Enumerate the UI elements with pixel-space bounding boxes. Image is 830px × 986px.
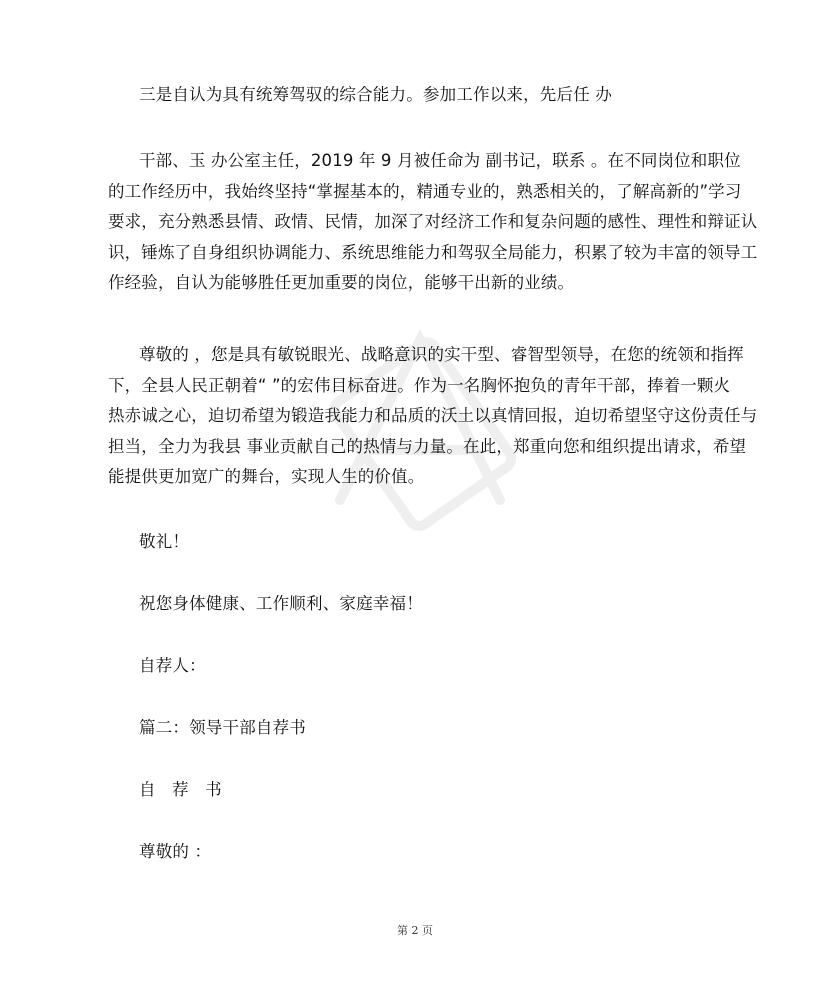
paragraph-2 [108,146,758,299]
greeting-text: 尊敬的 ： [139,842,212,861]
paragraph-2-line-2: 的工作经历中，我始终坚持“掌握基本的，精通专业的，熟悉相关的，了解高新的”学习 [108,181,742,201]
paragraph-3-line-1: 尊敬的 ，您是具有敏锐眼光、战略意识的实干型、睿智型领导，在您的统领和指挥 [139,345,744,364]
paragraph-3 [108,340,758,493]
salute-text: 敬礼！ [139,532,190,551]
section-title: 篇二：领导干部自荐书 [139,718,306,737]
paragraph-3-line-2: 下，全县人民正朝着“ ”的宏伟目标奋进。作为一名胸怀抱负的青年干部，捧着一颗火 [108,375,731,395]
wish-text: 祝您身体健康、工作顺利、家庭幸福！ [139,594,423,613]
paragraph-line-1: 三是自认为具有统筹驾驭的综合能力。参加工作以来，先后任 办 [139,85,613,104]
paragraph-3-line-3: 热赤诚之心，迫切希望为锻造我能力和品质的沃土以真情回报，迫切希望坚守这份责任与 [108,406,758,425]
paragraph-3-line-5: 能提供更加宽广的舞台，实现人生的价值。 [108,467,425,486]
paragraph-3-line-4: 担当，全力为我县 事业贡献自己的热情与力量。在此，郑重向您和组织提出请求，希望 [108,436,747,456]
paragraph-2-line-5: 作经验，自认为能够胜任更加重要的岗位，能够干出新的业绩。 [108,273,575,292]
paragraph-2-line-3: 要求，充分熟悉县情、政情、民情，加深了对经济工作和复杂问题的感性、理性和辩证认 [108,212,758,231]
signer-label: 自荐人： [139,656,206,675]
paragraph-2-line-1: 干部、玉 办公室主任，2019 年 9 月被任命为 副书记，联系 。在不同岗位和职位 [139,151,741,170]
paragraph-2-line-4: 识，锤炼了自身组织协调能力、系统思维能力和驾驭全局能力，积累了较为丰富的领导工 [108,242,758,262]
page-number: 第 2 页 [397,924,433,937]
document-title: 自 荐 书 [139,780,222,799]
